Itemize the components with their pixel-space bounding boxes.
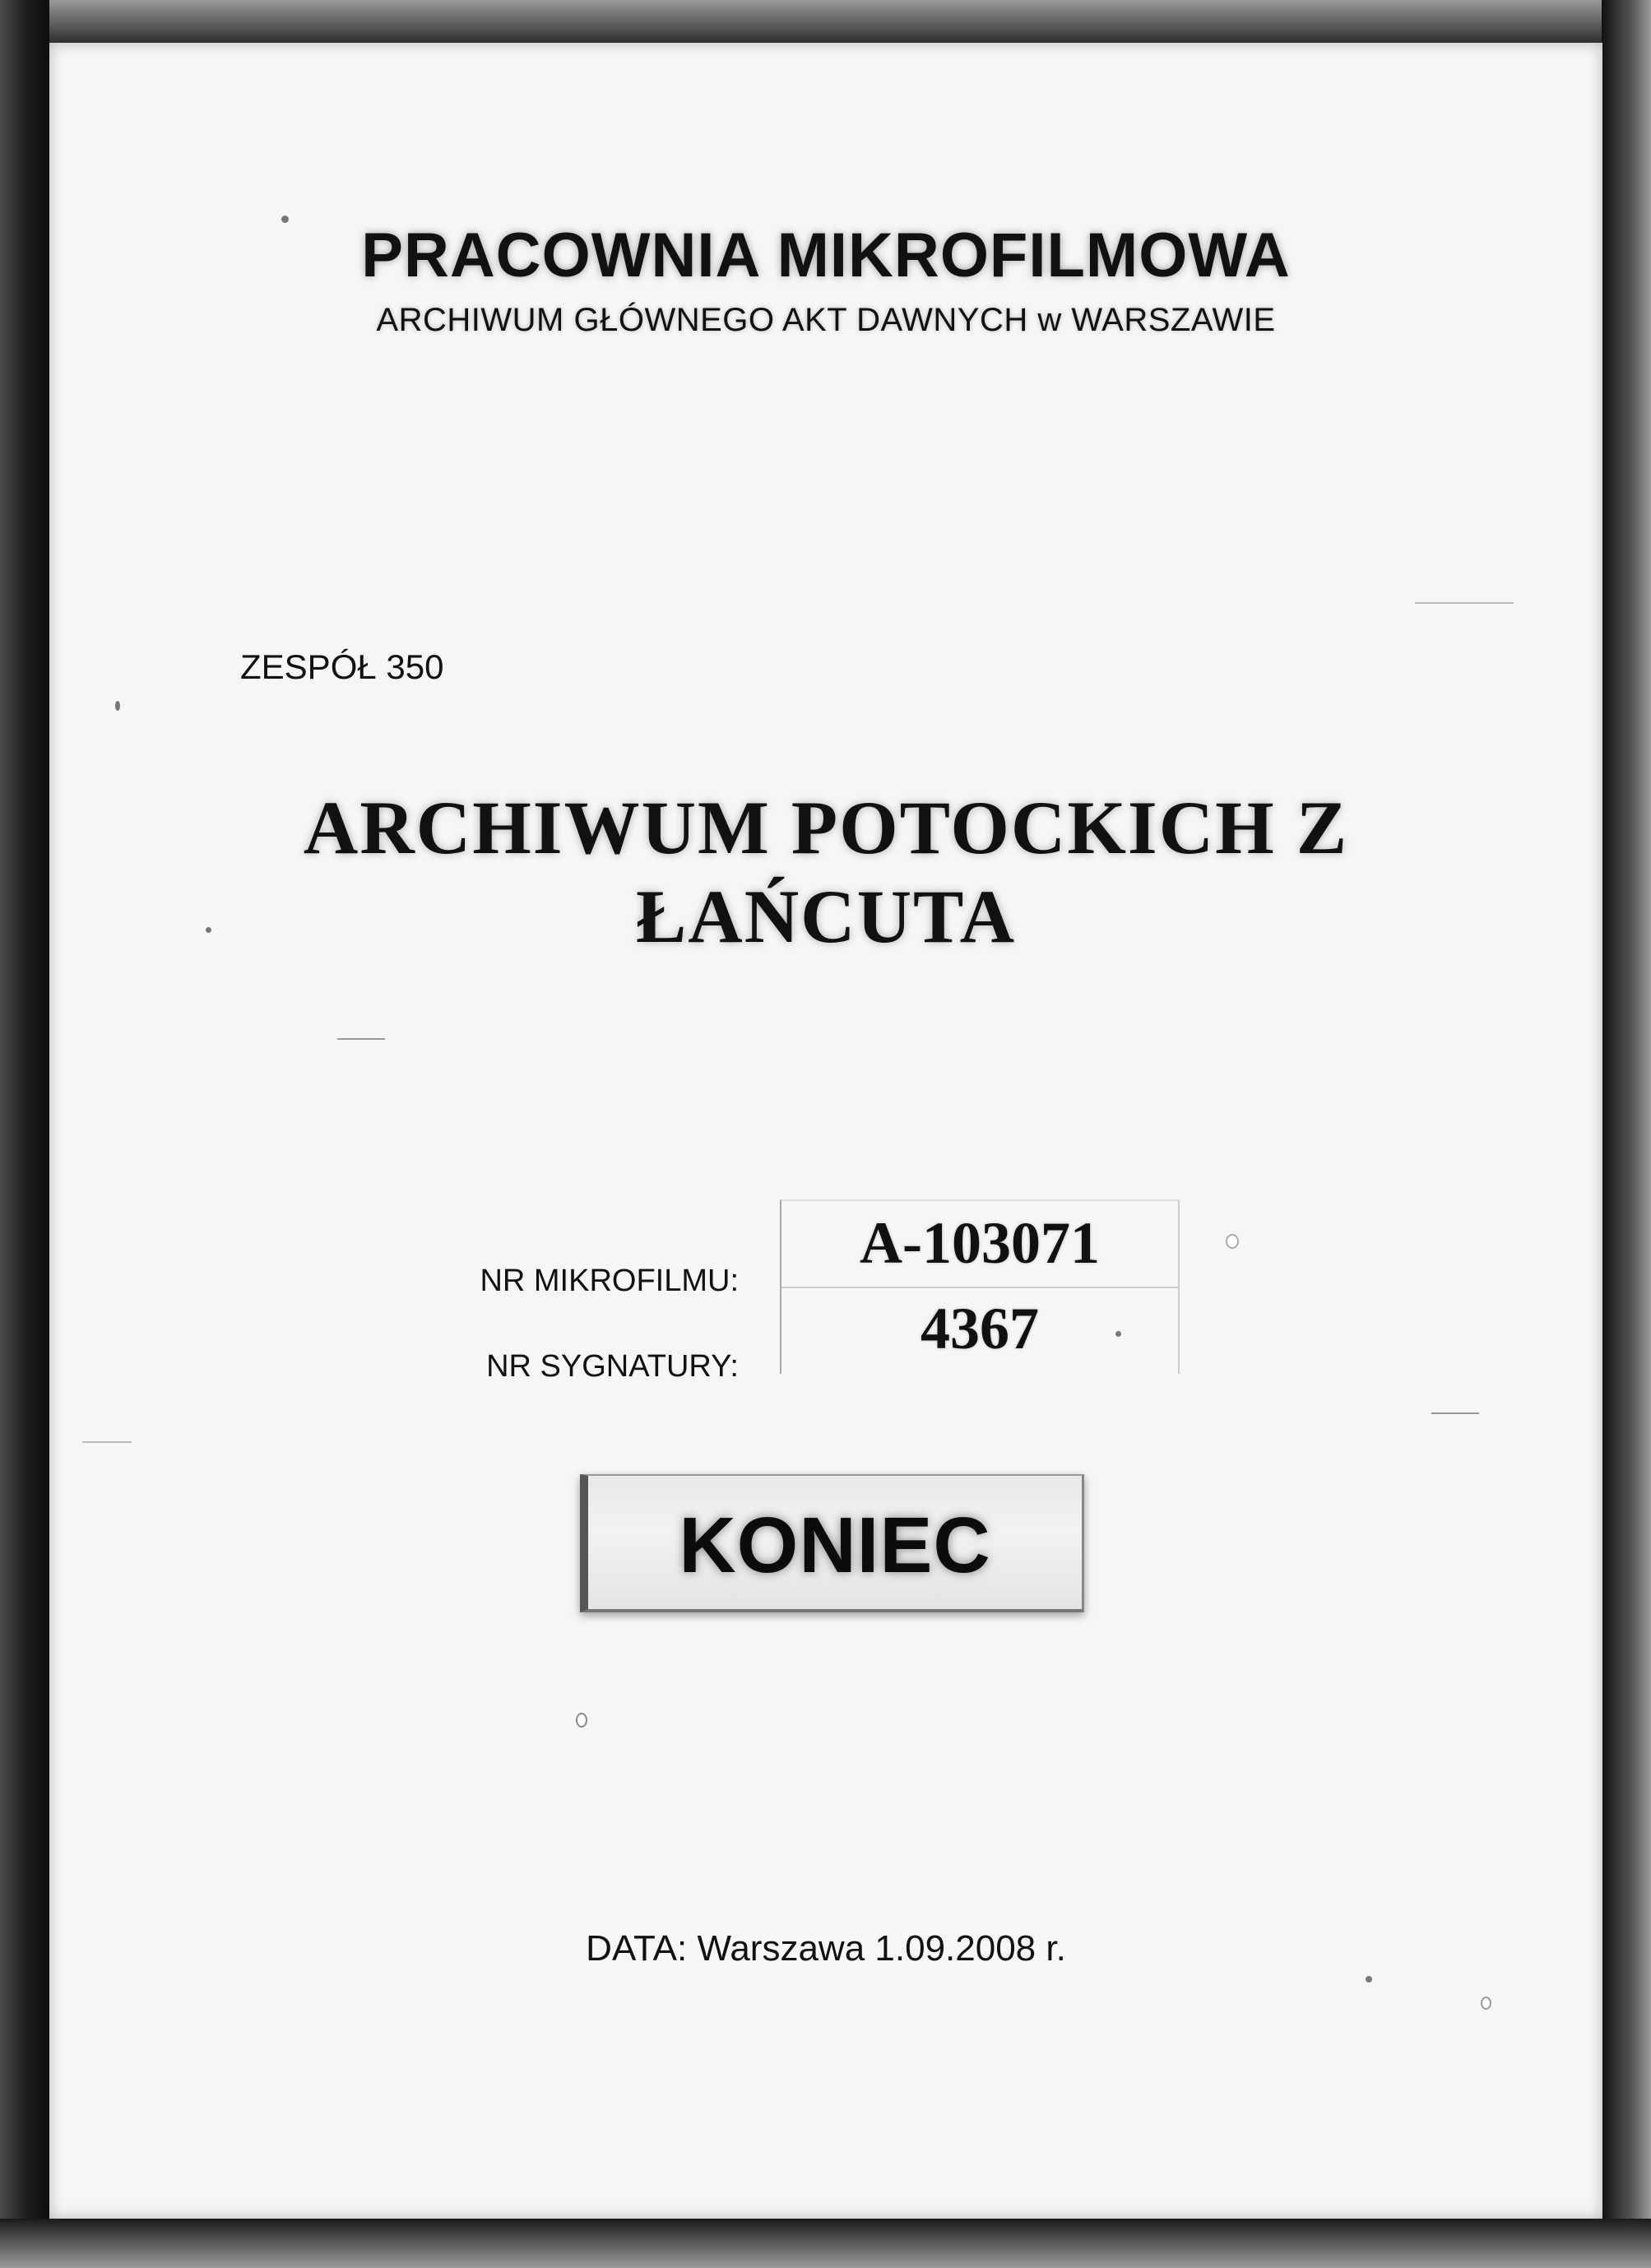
scan-scratch	[1431, 1412, 1479, 1414]
scan-scratch	[1415, 602, 1514, 604]
lab-title: PRACOWNIA MIKROFILMOWA	[361, 220, 1291, 290]
film-edge-top	[0, 0, 1651, 43]
identifier-box	[780, 1199, 1180, 1374]
end-stamp-text: KONIEC	[679, 1501, 991, 1589]
fond-title-line-2: ŁAŃCUTA	[635, 874, 1017, 958]
film-edge-left	[0, 0, 49, 2268]
microfilm-number-value: A-103071	[860, 1210, 1100, 1276]
fond-title	[49, 783, 1602, 961]
date-line: DATA: Warszawa 1.09.2008 r.	[586, 1928, 1066, 1969]
end-stamp	[580, 1474, 1084, 1612]
microfilm-number-label: NR MIKROFILMU:	[480, 1264, 739, 1298]
lab-subtitle: ARCHIWUM GŁÓWNEGO AKT DAWNYCH w WARSZAWIE	[376, 302, 1276, 338]
scan-speck	[1226, 1234, 1239, 1249]
film-edge-right	[1602, 0, 1651, 2268]
scan-speck	[115, 701, 120, 711]
title-sheet	[49, 43, 1602, 2219]
scan-speck	[1366, 1976, 1372, 1983]
fond-title-line-1: ARCHIWUM POTOCKICH Z	[303, 786, 1349, 870]
scan-speck	[1481, 1997, 1491, 2010]
fond-number: ZESPÓŁ 350	[240, 647, 444, 686]
scan-scratch	[337, 1038, 385, 1040]
film-edge-bottom	[0, 2219, 1651, 2268]
scan-scratch	[82, 1441, 132, 1443]
scan-speck	[576, 1713, 587, 1728]
signature-number-value: 4367	[921, 1296, 1039, 1361]
identifier-divider	[781, 1287, 1178, 1288]
signature-number-label: NR SYGNATURY:	[486, 1349, 739, 1384]
